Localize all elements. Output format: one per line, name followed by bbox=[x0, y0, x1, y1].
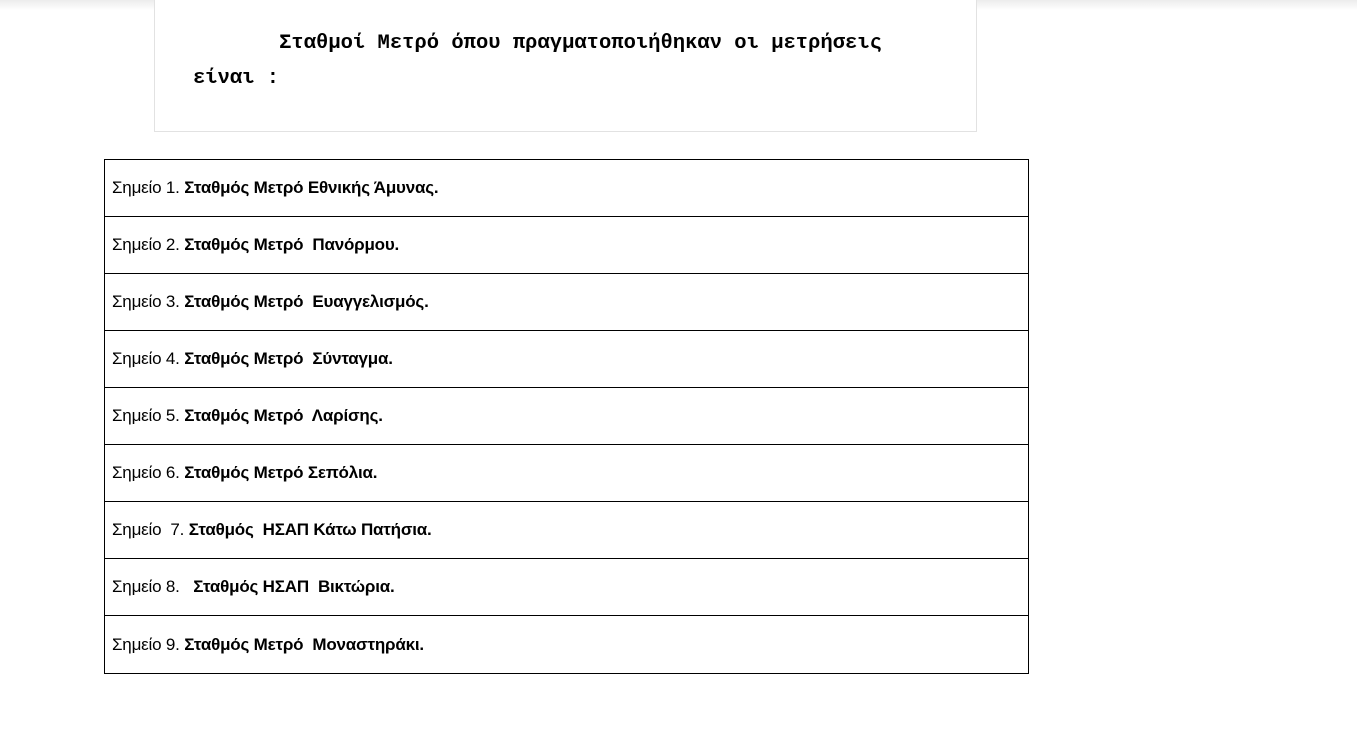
station-name: Σταθμός Μετρό Πανόρμου. bbox=[184, 235, 400, 254]
station-cell bbox=[105, 160, 1029, 217]
station-prefix: Σημείο 4. bbox=[112, 349, 185, 368]
station-prefix: Σημείο 3. bbox=[112, 292, 185, 311]
station-prefix: Σημείο 5. bbox=[112, 406, 185, 425]
station-name: Σταθμός Μετρό Ευαγγελισμός. bbox=[184, 292, 429, 311]
station-name: Σταθμός Μετρό Σύνταγμα. bbox=[184, 349, 393, 368]
station-name: Σταθμός Μετρό Μοναστηράκι. bbox=[184, 634, 424, 654]
station-cell bbox=[105, 559, 1029, 616]
station-prefix: Σημείο 9. bbox=[112, 634, 185, 654]
station-cell bbox=[105, 502, 1029, 559]
table-row bbox=[105, 331, 1029, 388]
heading-text: Σταθμοί Μετρό όπου πραγματοποιήθηκαν οι μετρήσεις είναι : bbox=[193, 32, 882, 90]
heading-box bbox=[154, 0, 977, 132]
station-cell bbox=[105, 445, 1029, 502]
table-row bbox=[105, 445, 1029, 502]
station-cell bbox=[105, 274, 1029, 331]
station-cell bbox=[105, 331, 1029, 388]
station-name: Σταθμός ΗΣΑΠ Κάτω Πατήσια. bbox=[188, 520, 432, 539]
station-prefix: Σημείο 1. bbox=[112, 178, 185, 197]
station-name: Σταθμός ΗΣΑΠ Βικτώρια. bbox=[193, 577, 395, 596]
station-prefix: Σημείο 2. bbox=[112, 235, 185, 254]
station-cell bbox=[105, 217, 1029, 274]
table-row bbox=[105, 274, 1029, 331]
station-cell bbox=[105, 616, 1029, 674]
table-row bbox=[105, 559, 1029, 616]
station-name: Σταθμός Μετρό Σεπόλια. bbox=[184, 463, 378, 482]
table-row bbox=[105, 616, 1029, 674]
table-row bbox=[105, 160, 1029, 217]
station-prefix: Σημείο 7. bbox=[112, 520, 189, 539]
station-name: Σταθμός Μετρό Εθνικής Άμυνας. bbox=[184, 178, 439, 197]
stations-table bbox=[104, 159, 1029, 674]
table-row bbox=[105, 217, 1029, 274]
station-prefix: Σημείο 6. bbox=[112, 463, 185, 482]
table-row bbox=[105, 502, 1029, 559]
station-name: Σταθμός Μετρό Λαρίσης. bbox=[184, 406, 383, 425]
table-row bbox=[105, 388, 1029, 445]
station-cell bbox=[105, 388, 1029, 445]
station-prefix: Σημείο 8. bbox=[112, 577, 194, 596]
